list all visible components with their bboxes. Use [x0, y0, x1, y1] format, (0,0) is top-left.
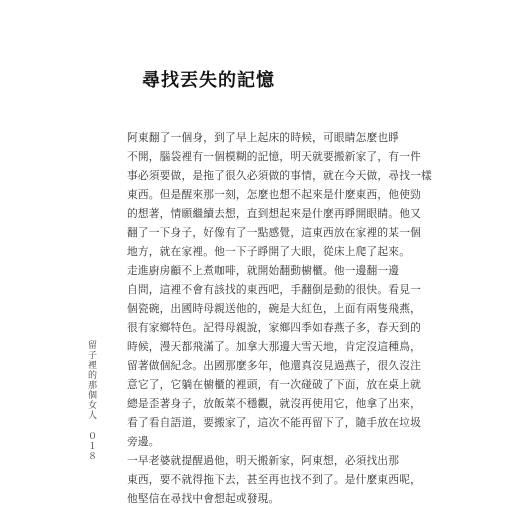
paragraph-line: 事必須要做，是拖了很久必須做的事情，就在今天做，尋找一樣 — [127, 169, 432, 182]
paragraph-3 — [127, 451, 421, 508]
paragraph-2 — [127, 261, 421, 451]
paragraph-line: 意它了，它躺在櫥櫃的裡頭，有一次碰破了下面，放在桌上就 — [127, 378, 421, 391]
paragraph-line: 留著做個紀念。出國那麼多年，他還真沒見過燕子，很久沒注 — [127, 359, 421, 372]
paragraph-line: 走進廚房顧不上煮咖啡，就開始翻動櫥櫃。他一邊翻一邊 — [127, 264, 400, 277]
running-footer-label: 留子裡的那個女人 ０１８ — [86, 340, 96, 461]
paragraph-1 — [127, 128, 432, 261]
paragraph-line: 地方，就在家裡。他一下子睜開了大眼，從床上爬了起來。 — [127, 245, 411, 258]
paragraph-line: 他堅信在尋找中會想起或發現。 — [127, 492, 280, 505]
paragraph-line: 看了看自語道，要搬家了，這次不能再留下了，隨手放在垃圾 — [127, 416, 421, 429]
paragraph-line: 總是歪著身子，放飯菜不穩觀，就沒再使用它，他拿了出來， — [127, 397, 421, 410]
body-text — [127, 128, 432, 508]
paragraph-line: 東西，要不就得拖下去，甚至再也找不到了。是什麼東西呢， — [127, 473, 421, 486]
paragraph-line: 自問，這裡不會有該找的東西吧，手翻倒是動的很快。看見一 — [127, 283, 421, 296]
paragraph-line: 不開，腦袋裡有一個模糊的記憶，明天就要搬新家了，有一件 — [127, 150, 421, 163]
paragraph-line: 旁邊。 — [127, 435, 160, 448]
paragraph-line: 時候，漫天都飛滿了。加拿大那邊大雪天地，肯定沒這種鳥， — [127, 340, 421, 353]
paragraph-line: 阿東翻了一個身，到了早上起床的時候，可眼睛怎麼也睜 — [127, 131, 400, 144]
page-title: 尋找丟失的記憶 — [142, 70, 275, 91]
paragraph-line: 一早老婆就提醒過他，明天搬新家，阿東想，必須找出那 — [127, 454, 400, 467]
paragraph-line: 東西。但是醒來那一刻，怎麼也想不起來是什麼東西，他使勁 — [127, 188, 421, 201]
paragraph-line: 個瓷碗，出國時母親送他的，碗是大紅色，上面有兩隻飛燕， — [127, 302, 421, 315]
paragraph-line: 翻了一下身子，好像有了一點感覺，這東西放在家裡的某一個 — [127, 226, 421, 239]
paragraph-line: 很有家鄉特色。記得母親說，家鄉四季如春燕子多，春天到的 — [127, 321, 421, 334]
paragraph-line: 的想著，情願繼續去想，直到想起來是什麼再睜開眼睛。他又 — [127, 207, 421, 220]
